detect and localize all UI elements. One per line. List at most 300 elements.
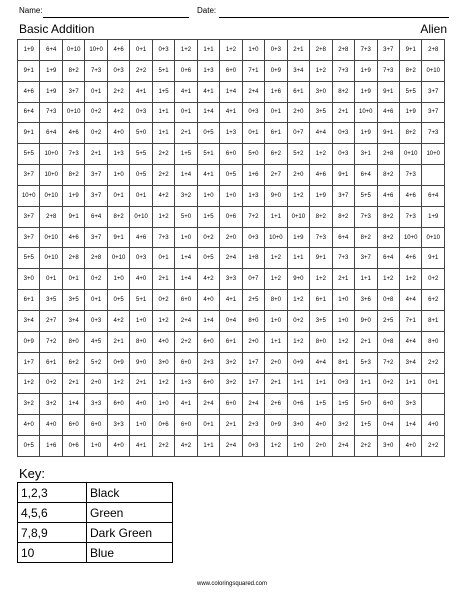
grid-cell: 2+2 — [152, 165, 174, 186]
addition-grid — [17, 39, 445, 457]
grid-cell: 1+2 — [175, 40, 197, 61]
worksheet-title: Basic Addition — [19, 22, 95, 36]
grid-cell: 1+2 — [107, 373, 129, 394]
grid-cell: 1+3 — [107, 144, 129, 165]
grid-cell: 0+2 — [287, 310, 309, 331]
grid-cell: 1+2 — [287, 185, 309, 206]
grid-cell: 0+2 — [85, 269, 107, 290]
grid-cell: 9+1 — [377, 123, 399, 144]
grid-cell: 1+4 — [175, 248, 197, 269]
grid-cell: 1+0 — [265, 310, 287, 331]
grid-cell: 3+5 — [40, 290, 62, 311]
grid-cell: 8+2 — [310, 206, 332, 227]
grid-row — [18, 185, 445, 206]
grid-cell: 0+5 — [220, 165, 242, 186]
grid-cell: 7+3 — [310, 227, 332, 248]
grid-cell: 1+1 — [265, 331, 287, 352]
grid-cell: 0+1 — [175, 102, 197, 123]
grid-cell: 2+1 — [332, 102, 354, 123]
grid-row — [18, 81, 445, 102]
grid-cell: 1+9 — [62, 185, 84, 206]
grid-cell: 2+0 — [287, 165, 309, 186]
grid-cell: 2+2 — [422, 352, 445, 373]
grid-cell: 0+3 — [332, 144, 354, 165]
grid-cell: 4+6 — [62, 123, 84, 144]
grid-cell: 4+6 — [399, 185, 421, 206]
grid-cell: 1+2 — [220, 40, 242, 61]
grid-cell: 8+0 — [130, 331, 152, 352]
grid-cell: 2+4 — [220, 436, 242, 457]
grid-cell: 9+1 — [62, 206, 84, 227]
grid-cell: 4+0 — [40, 415, 62, 436]
grid-cell: 1+9 — [310, 185, 332, 206]
grid-cell: 0+9 — [107, 352, 129, 373]
grid-cell: 10+0 — [422, 144, 445, 165]
grid-cell: 4+6 — [399, 248, 421, 269]
grid-cell: 1+1 — [355, 269, 377, 290]
grid-cell: 1+0 — [152, 394, 174, 415]
grid-cell: 0+10 — [422, 60, 445, 81]
grid-cell: 5+2 — [287, 144, 309, 165]
grid-cell: 4+0 — [152, 331, 174, 352]
grid-cell: 7+1 — [242, 60, 264, 81]
grid-cell: 0+2 — [152, 290, 174, 311]
grid-cell: 3+7 — [62, 81, 84, 102]
grid-cell: 8+2 — [399, 123, 421, 144]
grid-cell: 1+2 — [152, 373, 174, 394]
grid-cell: 4+1 — [220, 290, 242, 311]
grid-cell: 9+1 — [332, 165, 354, 186]
grid-cell: 0+1 — [130, 40, 152, 61]
grid-cell: 0+1 — [242, 123, 264, 144]
grid-cell: 1+0 — [332, 290, 354, 311]
grid-cell: 2+4 — [197, 394, 219, 415]
grid-cell: 8+2 — [62, 60, 84, 81]
grid-cell: 1+5 — [175, 144, 197, 165]
grid-cell: 6+2 — [422, 290, 445, 311]
grid-cell: 1+1 — [287, 373, 309, 394]
grid-cell: 3+5 — [310, 102, 332, 123]
grid-cell: 5+1 — [152, 60, 174, 81]
grid-row — [18, 144, 445, 165]
grid-cell: 7+3 — [355, 206, 377, 227]
grid-cell: 3+7 — [332, 185, 354, 206]
grid-cell: 2+2 — [152, 144, 174, 165]
grid-cell: 6+1 — [40, 352, 62, 373]
grid-cell: 3+2 — [220, 352, 242, 373]
grid-cell: 6+1 — [310, 290, 332, 311]
grid-cell: 7+3 — [40, 102, 62, 123]
grid-cell: 4+0 — [18, 415, 40, 436]
grid-cell: 0+3 — [242, 227, 264, 248]
grid-cell: 1+4 — [197, 102, 219, 123]
grid-cell: 0+1 — [40, 269, 62, 290]
grid-cell: 2+1 — [85, 144, 107, 165]
grid-cell: 0+1 — [85, 81, 107, 102]
grid-cell: 6+2 — [265, 144, 287, 165]
grid-cell: 0+9 — [265, 415, 287, 436]
grid-cell: 8+2 — [377, 206, 399, 227]
grid-cell: 0+6 — [152, 415, 174, 436]
grid-cell: 7+2 — [377, 352, 399, 373]
grid-row — [18, 290, 445, 311]
grid-cell: 3+3 — [220, 269, 242, 290]
grid-cell: 3+4 — [399, 352, 421, 373]
date-blank — [219, 17, 449, 18]
grid-cell: 6+2 — [62, 352, 84, 373]
grid-cell: 8+0 — [265, 290, 287, 311]
grid-cell: 3+3 — [85, 394, 107, 415]
grid-cell: 4+0 — [422, 415, 445, 436]
key-row — [18, 503, 173, 523]
grid-cell: 3+3 — [107, 415, 129, 436]
grid-cell: 6+4 — [40, 123, 62, 144]
grid-cell: 8+1 — [332, 352, 354, 373]
grid-cell: 5+3 — [355, 352, 377, 373]
grid-cell: 9+0 — [287, 269, 309, 290]
grid-cell: 4+0 — [310, 415, 332, 436]
grid-cell: 2+0 — [220, 227, 242, 248]
grid-cell: 0+1 — [197, 415, 219, 436]
grid-cell: 0+5 — [18, 436, 40, 457]
name-date-line — [19, 6, 449, 20]
grid-cell: 0+2 — [422, 269, 445, 290]
grid-cell: 2+3 — [242, 415, 264, 436]
grid-cell: 6+4 — [332, 227, 354, 248]
grid-cell: 1+2 — [265, 269, 287, 290]
grid-cell: 1+0 — [107, 165, 129, 186]
addition-grid-table — [17, 39, 445, 457]
grid-cell: 0+10 — [62, 102, 84, 123]
grid-cell: 2+1 — [107, 331, 129, 352]
grid-cell: 4+2 — [197, 269, 219, 290]
grid-cell: 6+4 — [422, 185, 445, 206]
grid-cell: 6+0 — [85, 415, 107, 436]
grid-cell: 3+2 — [175, 185, 197, 206]
grid-cell: 2+2 — [152, 436, 174, 457]
key-row — [18, 483, 173, 503]
grid-cell: 5+5 — [399, 81, 421, 102]
grid-cell: 4+6 — [107, 40, 129, 61]
grid-cell: 4+4 — [310, 352, 332, 373]
grid-cell: 1+5 — [152, 81, 174, 102]
grid-cell: 8+1 — [422, 310, 445, 331]
grid-cell: 6+4 — [377, 248, 399, 269]
grid-cell: 8+0 — [422, 331, 445, 352]
grid-cell: 7+3 — [332, 248, 354, 269]
grid-cell: 4+0 — [130, 394, 152, 415]
grid-cell: 2+2 — [130, 60, 152, 81]
grid-cell: 0+2 — [40, 373, 62, 394]
grid-cell: 4+4 — [310, 123, 332, 144]
grid-cell: 0+1 — [85, 290, 107, 311]
grid-cell: 3+2 — [18, 394, 40, 415]
grid-cell: 2+1 — [355, 331, 377, 352]
grid-cell: 8+2 — [355, 227, 377, 248]
grid-cell: 4+0 — [107, 123, 129, 144]
grid-cell: 1+5 — [197, 206, 219, 227]
grid-cell: 3+0 — [287, 415, 309, 436]
grid-cell: 4+4 — [399, 290, 421, 311]
grid-cell: 1+3 — [175, 373, 197, 394]
key-title: Key: — [19, 466, 46, 481]
grid-cell: 6+1 — [18, 290, 40, 311]
grid-cell: 2+4 — [332, 436, 354, 457]
grid-cell: 7+3 — [62, 144, 84, 165]
grid-cell: 1+9 — [355, 81, 377, 102]
grid-cell: 5+5 — [18, 248, 40, 269]
grid-cell: 4+0 — [107, 436, 129, 457]
grid-cell: 0+10 — [40, 185, 62, 206]
grid-cell: 1+7 — [18, 352, 40, 373]
grid-cell: 1+6 — [242, 165, 264, 186]
grid-cell: 1+4 — [399, 415, 421, 436]
grid-cell: 0+10 — [62, 40, 84, 61]
grid-cell: 2+1 — [287, 40, 309, 61]
grid-row — [18, 165, 445, 186]
grid-cell: 0+10 — [40, 227, 62, 248]
grid-cell: 2+1 — [175, 123, 197, 144]
grid-cell: 4+1 — [197, 81, 219, 102]
grid-row — [18, 248, 445, 269]
grid-cell: 3+7 — [18, 227, 40, 248]
grid-cell: 3+7 — [377, 40, 399, 61]
name-label: Name: — [19, 6, 43, 15]
grid-cell: 9+1 — [422, 248, 445, 269]
grid-cell: 0+9 — [287, 352, 309, 373]
grid-cell: 10+0 — [40, 165, 62, 186]
grid-cell: 3+7 — [422, 102, 445, 123]
grid-cell: 5+5 — [355, 185, 377, 206]
grid-cell: 9+1 — [377, 81, 399, 102]
grid-cell: 4+6 — [377, 102, 399, 123]
grid-cell: 2+3 — [197, 352, 219, 373]
grid-cell: 3+7 — [85, 227, 107, 248]
grid-cell: 2+0 — [287, 102, 309, 123]
grid-cell: 0+9 — [265, 60, 287, 81]
grid-cell: 0+6 — [287, 394, 309, 415]
grid-cell: 2+5 — [242, 290, 264, 311]
grid-cell: 1+1 — [197, 436, 219, 457]
grid-cell: 1+2 — [152, 206, 174, 227]
grid-cell: 1+0 — [107, 269, 129, 290]
grid-row — [18, 102, 445, 123]
grid-cell: 9+0 — [265, 185, 287, 206]
grid-cell: 5+2 — [85, 352, 107, 373]
grid-cell: 2+0 — [85, 373, 107, 394]
grid-cell: 1+4 — [175, 165, 197, 186]
grid-cell: 7+3 — [399, 165, 421, 186]
grid-cell: 1+2 — [18, 373, 40, 394]
key-color: Black — [87, 483, 173, 503]
grid-cell: 1+3 — [242, 185, 264, 206]
grid-cell: 4+6 — [18, 81, 40, 102]
grid-row — [18, 394, 445, 415]
key-color: Dark Green — [87, 523, 173, 543]
grid-cell: 1+4 — [197, 310, 219, 331]
grid-cell: 2+6 — [265, 394, 287, 415]
grid-cell: 1+2 — [287, 290, 309, 311]
grid-cell: 2+4 — [242, 81, 264, 102]
grid-cell: 3+0 — [152, 352, 174, 373]
grid-cell: 6+0 — [107, 394, 129, 415]
grid-cell: 8+2 — [399, 60, 421, 81]
grid-cell: 9+1 — [18, 123, 40, 144]
grid-cell: 0+10 — [287, 206, 309, 227]
grid-cell: 5+0 — [355, 394, 377, 415]
grid-cell: 0+3 — [332, 123, 354, 144]
grid-cell: 1+6 — [40, 436, 62, 457]
grid-cell: 1+4 — [175, 269, 197, 290]
grid-cell: 1+9 — [355, 123, 377, 144]
grid-cell: 9+1 — [310, 248, 332, 269]
grid-cell: 3+4 — [287, 60, 309, 81]
grid-cell: 0+10 — [422, 227, 445, 248]
grid-cell: 1+9 — [18, 40, 40, 61]
grid-cell: 3+6 — [355, 290, 377, 311]
grid-cell: 2+2 — [107, 81, 129, 102]
grid-cell: 6+0 — [175, 290, 197, 311]
grid-cell: 1+8 — [242, 248, 264, 269]
grid-cell: 4+1 — [130, 436, 152, 457]
grid-cell: 2+1 — [130, 373, 152, 394]
grid-cell: 5+0 — [130, 123, 152, 144]
grid-cell: 2+8 — [62, 248, 84, 269]
grid-cell: 0+4 — [220, 310, 242, 331]
grid-cell: 6+1 — [287, 81, 309, 102]
grid-cell: 1+1 — [287, 248, 309, 269]
grid-cell: 5+5 — [18, 144, 40, 165]
grid-cell: 0+10 — [399, 144, 421, 165]
grid-cell: 7+3 — [422, 123, 445, 144]
grid-cell: 3+7 — [18, 206, 40, 227]
grid-cell: 1+0 — [332, 310, 354, 331]
grid-cell: 3+7 — [85, 165, 107, 186]
grid-cell: 3+1 — [355, 144, 377, 165]
grid-cell: 0+3 — [242, 436, 264, 457]
grid-cell: 1+0 — [130, 310, 152, 331]
grid-cell: 1+7 — [242, 352, 264, 373]
grid-cell: 1+1 — [152, 123, 174, 144]
grid-cell: 1+9 — [287, 227, 309, 248]
key-row — [18, 543, 173, 563]
grid-cell — [422, 394, 445, 415]
grid-cell: 2+8 — [310, 40, 332, 61]
key-color: Green — [87, 503, 173, 523]
grid-cell: 1+2 — [399, 269, 421, 290]
grid-cell: 9+0 — [355, 310, 377, 331]
grid-cell: 3+5 — [310, 310, 332, 331]
grid-cell: 6+0 — [220, 144, 242, 165]
grid-cell: 0+10 — [40, 248, 62, 269]
grid-cell: 0+6 — [220, 206, 242, 227]
grid-cell: 8+0 — [62, 331, 84, 352]
grid-cell: 4+1 — [175, 394, 197, 415]
grid-cell: 5+0 — [175, 206, 197, 227]
grid-cell: 0+4 — [377, 415, 399, 436]
grid-cell: 4+1 — [197, 165, 219, 186]
grid-cell: 6+1 — [265, 123, 287, 144]
grid-cell: 0+8 — [377, 331, 399, 352]
grid-cell: 0+3 — [85, 310, 107, 331]
grid-cell: 1+1 — [310, 373, 332, 394]
grid-cell: 4+0 — [399, 436, 421, 457]
grid-cell: 7+2 — [40, 331, 62, 352]
grid-cell: 0+7 — [287, 123, 309, 144]
grid-cell: 4+6 — [130, 227, 152, 248]
grid-cell: 0+9 — [18, 331, 40, 352]
grid-cell: 0+3 — [332, 373, 354, 394]
grid-cell: 5+1 — [130, 290, 152, 311]
grid-cell: 1+4 — [62, 394, 84, 415]
key-numbers: 10 — [18, 543, 87, 563]
grid-cell: 1+1 — [399, 373, 421, 394]
grid-row — [18, 269, 445, 290]
grid-cell: 3+7 — [422, 81, 445, 102]
grid-cell: 2+7 — [265, 165, 287, 186]
grid-cell: 0+3 — [242, 102, 264, 123]
grid-cell: 2+0 — [310, 436, 332, 457]
key-row — [18, 523, 173, 543]
grid-cell: 1+3 — [197, 60, 219, 81]
grid-cell: 8+0 — [310, 331, 332, 352]
grid-cell: 0+3 — [130, 248, 152, 269]
grid-cell: 7+1 — [399, 310, 421, 331]
grid-cell: 9+0 — [130, 352, 152, 373]
grid-cell: 1+2 — [310, 269, 332, 290]
grid-cell: 7+3 — [85, 60, 107, 81]
grid-cell: 2+1 — [220, 415, 242, 436]
grid-cell: 0+3 — [107, 60, 129, 81]
grid-cell: 1+9 — [399, 102, 421, 123]
grid-cell: 1+1 — [355, 373, 377, 394]
grid-cell: 4+6 — [377, 185, 399, 206]
grid-row — [18, 40, 445, 61]
grid-cell: 6+0 — [62, 415, 84, 436]
grid-cell: 3+2 — [40, 394, 62, 415]
grid-cell: 0+10 — [130, 206, 152, 227]
grid-cell: 3+5 — [62, 290, 84, 311]
grid-cell: 10+0 — [40, 144, 62, 165]
grid-cell: 8+2 — [377, 227, 399, 248]
key-color: Blue — [87, 543, 173, 563]
grid-cell: 2+5 — [377, 310, 399, 331]
grid-cell: 1+1 — [265, 206, 287, 227]
grid-row — [18, 331, 445, 352]
grid-cell: 10+0 — [355, 102, 377, 123]
grid-cell: 1+9 — [40, 81, 62, 102]
grid-cell: 7+3 — [332, 60, 354, 81]
grid-cell: 7+3 — [399, 206, 421, 227]
grid-cell: 6+0 — [197, 373, 219, 394]
grid-cell: 3+0 — [310, 81, 332, 102]
grid-cell: 5+5 — [130, 144, 152, 165]
key-numbers: 4,5,6 — [18, 503, 87, 523]
grid-cell: 4+6 — [310, 165, 332, 186]
grid-cell: 8+2 — [377, 165, 399, 186]
grid-cell: 0+3 — [130, 102, 152, 123]
grid-cell: 6+0 — [197, 331, 219, 352]
grid-cell: 0+2 — [85, 102, 107, 123]
grid-cell: 2+2 — [422, 436, 445, 457]
worksheet-header — [19, 22, 447, 38]
grid-cell: 1+2 — [310, 60, 332, 81]
key-numbers: 1,2,3 — [18, 483, 87, 503]
grid-cell: 2+2 — [355, 436, 377, 457]
grid-cell: 1+9 — [40, 60, 62, 81]
grid-cell: 8+2 — [107, 206, 129, 227]
grid-cell: 6+0 — [220, 394, 242, 415]
